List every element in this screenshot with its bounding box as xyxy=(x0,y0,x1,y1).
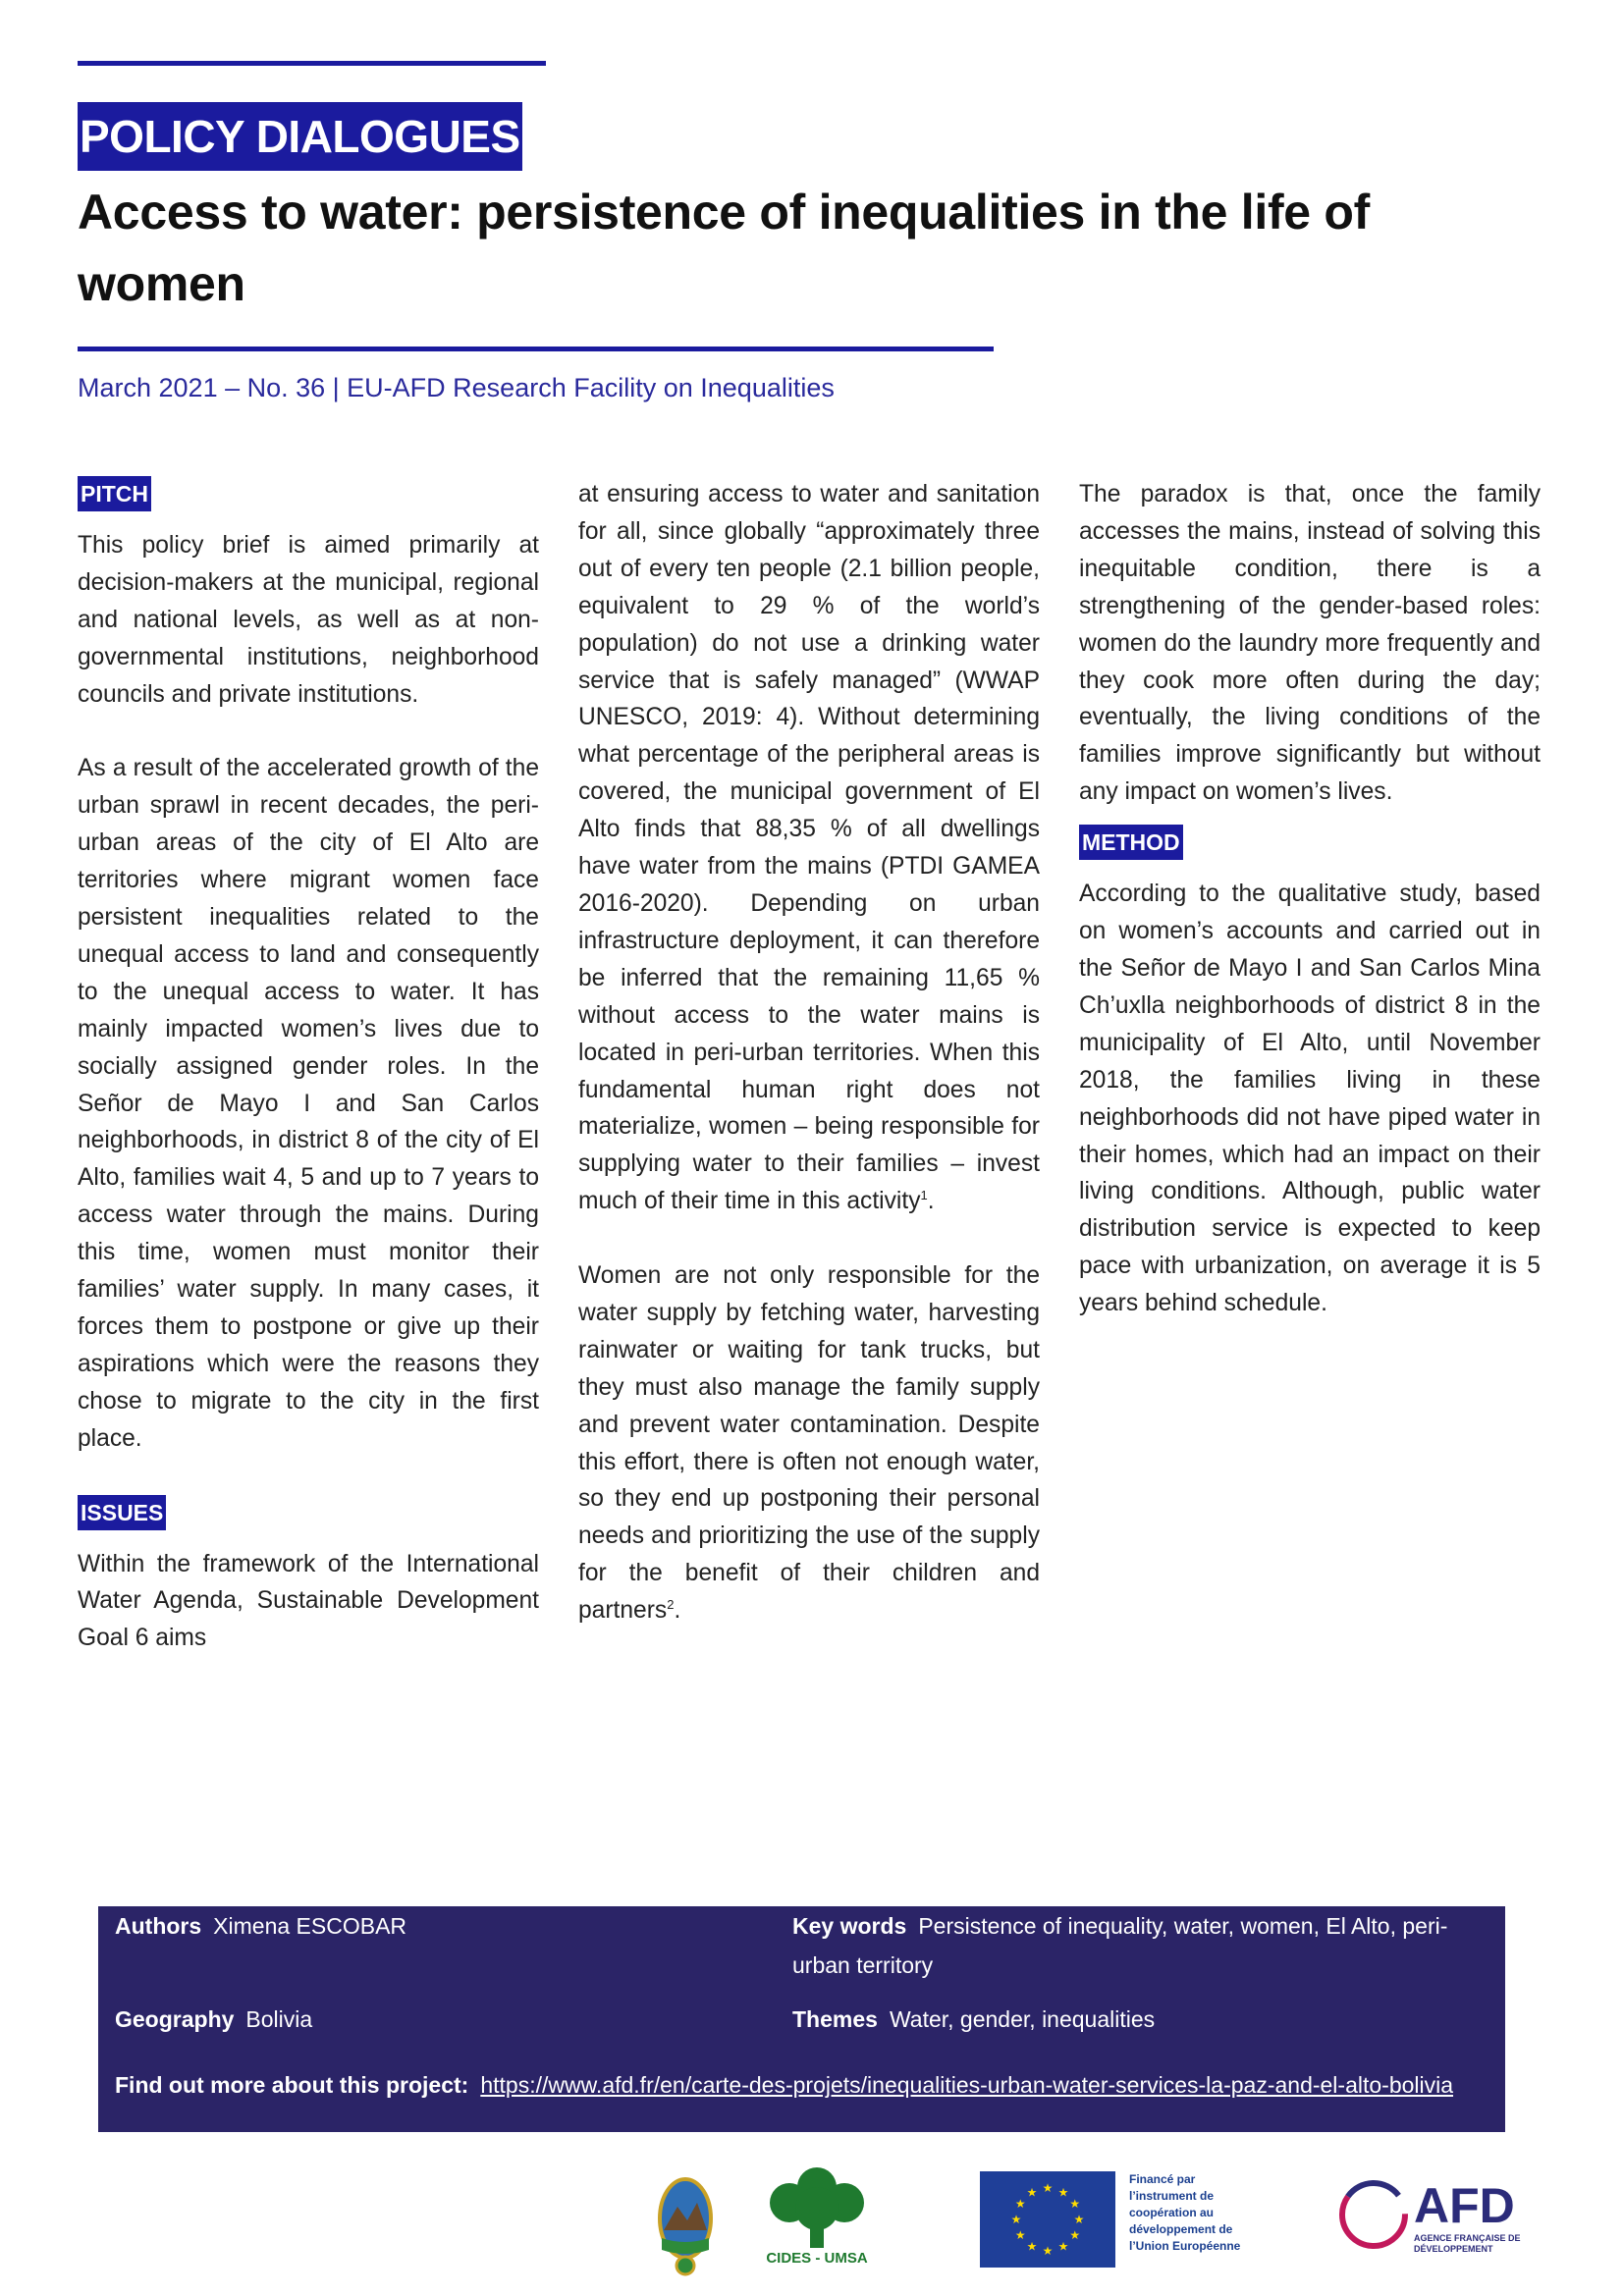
eu-star-icon: ★ xyxy=(1069,2197,1081,2211)
keywords-label: Key words xyxy=(792,1913,907,1939)
footnote-ref-1[interactable]: 1 xyxy=(920,1188,928,1203)
footnote-ref-2[interactable]: 2 xyxy=(667,1597,675,1613)
column-1 xyxy=(78,476,539,1657)
cides-label: CIDES - UMSA xyxy=(766,2250,868,2267)
eu-star-icon: ★ xyxy=(1042,2181,1054,2195)
project-link[interactable]: https://www.afd.fr/en/carte-des-projets/inequalities-urban-water-services-la-paz-and-el-alto-bolivia xyxy=(480,2072,1454,2098)
geography-label: Geography xyxy=(115,2006,235,2032)
eu-star-icon: ★ xyxy=(1014,2197,1026,2211)
issues-paragraph-1: Within the framework of the International Water Agenda, Sustainable Development Goal 6 aims xyxy=(78,1550,539,1652)
eu-star-icon: ★ xyxy=(1026,2239,1038,2254)
info-geography xyxy=(115,2000,312,2039)
issues-paragraph-3: Women are not only responsible for the water supply by fetching water, harvesting rainwater or waiting for tank trucks, but they must also manage the family supply and prevent water contamination. Despite this effort, there is often not enough water, so they end up postponing their personal needs and prioritizing the use of the supply for the benefit of their children and partners$^2$. xyxy=(578,1262,1040,1625)
eu-star-icon: ★ xyxy=(1057,2185,1069,2200)
eu-star-icon: ★ xyxy=(1069,2228,1081,2242)
pitch-paragraph-1: This policy brief is aimed primarily at decision-makers at the municipal, regional and national levels, as well as at non-governmental institutions, neighborhood councils and private institutions. xyxy=(78,532,539,708)
section-label-method: METHOD xyxy=(1079,825,1183,860)
issues-paragraph-3-text: Women are not only responsible for the water supply by fetching water, harvesting rainwater or waiting for tank trucks, but they must also manage the family supply and prevent water contamination. Despite this effort, there is often not enough water, so they end up postponing their personal needs and prioritizing the use of the supply for the benefit of their children and partners xyxy=(578,1262,1040,1625)
eu-star-icon: ★ xyxy=(1042,2244,1054,2258)
issues-paragraph-2-text: at ensuring access to water and sanitation for all, since globally “approximately three out of every ten people (2.1 billion people, equivalent to 29 % of the world’s population) do not use a drinking water service that is safely managed” (WWAP UNESCO, 2019: 4). Without determining what percentage of the peripheral areas is covered, the municipal government of El Alto finds that 88,35 % of all dwellings have water from the mains (PTDI GAMEA 2016-2020). Depending on urban infrastructure deployment, it can therefore be inferred that the remaining 11,65 % without access to the water mains is located in peri-urban territories. When this fundamental human right does not materialize, women – being responsible for supplying water to their families – invest much of their time in this activity xyxy=(578,481,1040,1215)
themes-value: Water, gender, inequalities xyxy=(889,2006,1156,2032)
eu-star-icon: ★ xyxy=(1010,2213,1022,2226)
issues-paragraph-2: at ensuring access to water and sanitation for all, since globally “approximately three out of every ten people (2.1 billion people, equivalent to 29 % of the world’s population) do not use a drinking water service that is safely managed” (WWAP UNESCO, 2019: 4). Without determining what percentage of the peripheral areas is covered, the municipal government of El Alto finds that 88,35 % of all dwellings have water from the mains (PTDI GAMEA 2016-2020). Depending on urban infrastructure deployment, it can therefore be inferred that the remaining 11,65 % without access to the water mains is located in peri-urban territories. When this fundamental human right does not materialize, women – being responsible for supplying water to their families – invest much of their time in this activity$^1$. xyxy=(578,481,1040,1215)
issues-paragraph-4: The paradox is that, once the family accesses the mains, instead of solving this inequitable condition, there is a strengthening of the gender-based roles: women do the laundry more frequently and they cook more often during the day; eventually, the living conditions of the families improve significantly but without any impact on women’s lives. xyxy=(1079,481,1541,806)
bolivia-seal-logo xyxy=(656,2169,715,2277)
project-link-label: Find out more about this project: xyxy=(115,2072,469,2098)
info-keywords xyxy=(792,1906,1470,1985)
document-title: Access to water: persistence of inequalities in the life of women xyxy=(78,185,1370,311)
eu-star-icon: ★ xyxy=(1014,2228,1026,2242)
issue-meta: March 2021 – No. 36 | EU-AFD Research Facility on Inequalities xyxy=(78,373,835,402)
column-3 xyxy=(1079,476,1541,1322)
cides-umsa-logo xyxy=(758,2165,876,2273)
authors-label: Authors xyxy=(115,1913,202,1939)
column-2 xyxy=(578,476,1040,1629)
eu-star-icon: ★ xyxy=(1026,2185,1038,2200)
eu-flag-logo xyxy=(980,2171,1115,2268)
pitch-paragraph-2: As a result of the accelerated growth of the urban sprawl in recent decades, the peri-urban areas of the city of El Alto are territories where migrant women face persistent inequalities related to the unequal access to land and consequently to the unequal access to water. It has mainly impacted women’s lives due to socially assigned gender roles. In the Señor de Mayo I and San Carlos neighborhoods, in district 8 of the city of El Alto, families wait 4, 5 and up to 7 years to access water through the mains. During this time, women must monitor their families’ water supply. In many cases, it forces them to postpone or give up their aspirations which were the reasons they chose to migrate to the city in the first place. xyxy=(78,755,539,1452)
eu-funding-note: Financé par l’instrument de coopération au développement de l’Union Européenne xyxy=(1129,2172,1241,2253)
info-project-link xyxy=(115,2065,1453,2105)
top-rule xyxy=(78,61,546,66)
section-label-issues: ISSUES xyxy=(78,1495,166,1530)
info-themes xyxy=(792,2000,1155,2039)
keywords-value: Persistence of inequality, water, women, El Alto, peri-urban territory xyxy=(792,1913,1448,1978)
tree-icon xyxy=(758,2165,876,2250)
themes-label: Themes xyxy=(792,2006,878,2032)
authors-value: Ximena ESCOBAR xyxy=(213,1913,407,1939)
section-label-pitch: PITCH xyxy=(78,476,151,511)
afd-logo-text: AFD xyxy=(1414,2178,1515,2233)
geography-value: Bolivia xyxy=(245,2006,313,2032)
eu-star-icon: ★ xyxy=(1073,2213,1085,2226)
title-rule xyxy=(78,347,994,351)
project-info-box xyxy=(98,1906,1505,2132)
afd-logo-subtext: AGENCE FRANÇAISE DE DÉVELOPPEMENT xyxy=(1414,2233,1521,2254)
info-authors xyxy=(115,1906,406,1946)
method-paragraph: According to the qualitative study, based on women’s accounts and carried out in the Señor de Mayo I and San Carlos Mina Ch’uxlla neighborhoods of district 8 in the municipality of El Alto, until November 2018, the families living in these neighborhoods did not have piped water in their homes, which had an impact on their living conditions. Although, public water distribution service is expected to keep pace with urbanization, on average it is 5 years behind schedule. xyxy=(1079,881,1541,1317)
series-label: POLICY DIALOGUES xyxy=(78,102,522,171)
eu-star-icon: ★ xyxy=(1057,2239,1069,2254)
afd-ring-icon xyxy=(1335,2176,1412,2253)
